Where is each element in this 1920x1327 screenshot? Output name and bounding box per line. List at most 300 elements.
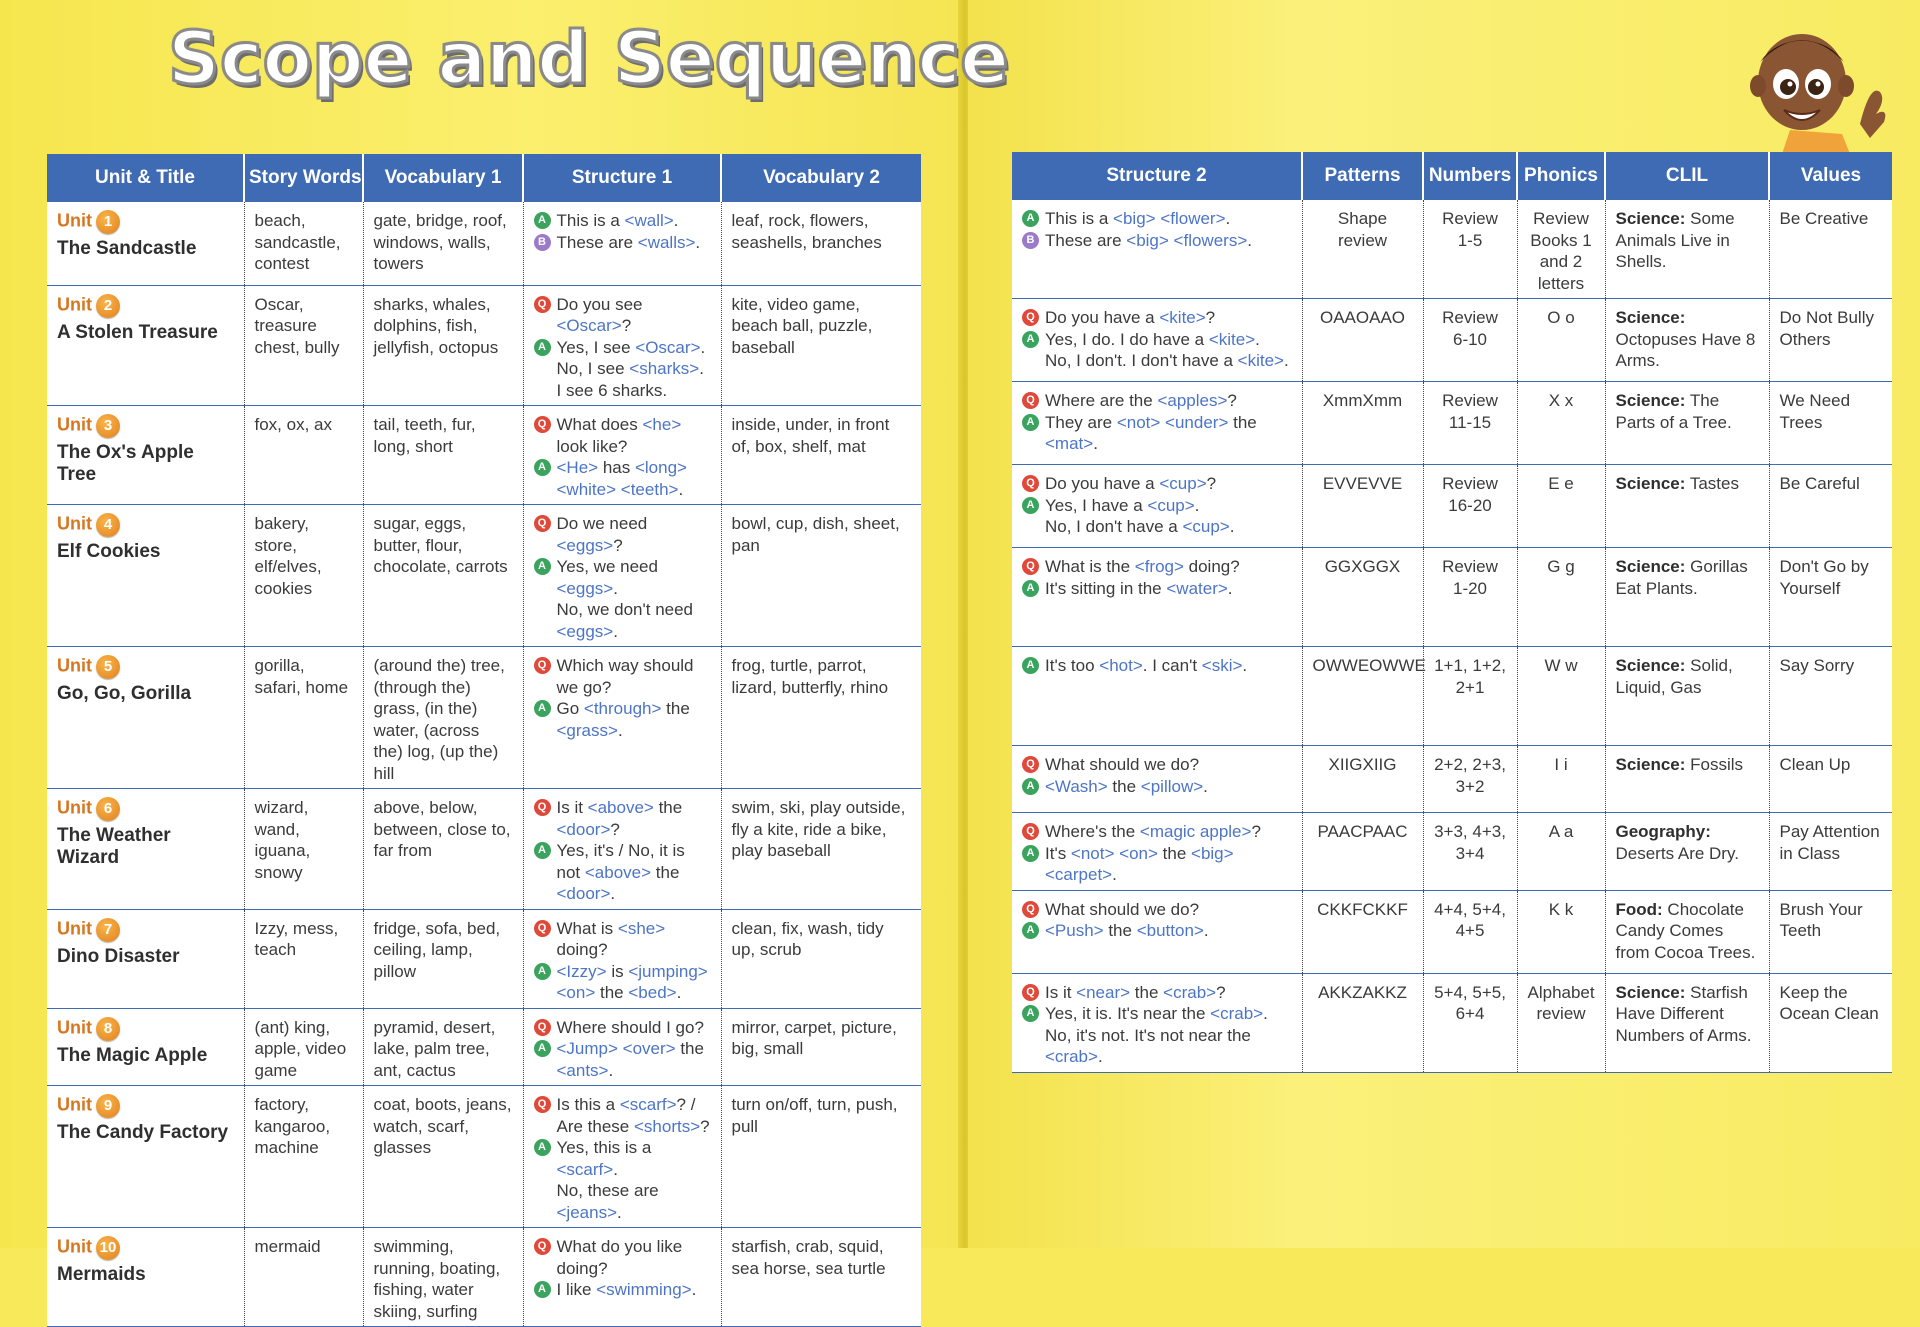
vocabulary-1-cell: above, below, between, close to, far from (363, 789, 523, 910)
target-word: <under> (1165, 412, 1229, 432)
unit-row (1012, 890, 1892, 973)
target-word: <not> (1070, 843, 1115, 863)
structure-text (1045, 329, 1292, 351)
target-word: <Wash> (1045, 776, 1108, 796)
unit-label: Unit (57, 293, 92, 314)
structure-fragment: the (595, 983, 629, 1002)
structure-text (557, 840, 711, 905)
answer-marker-icon: A (534, 1139, 551, 1156)
target-word: <he> (642, 415, 682, 434)
vocabulary-1-cell: sugar, eggs, butter, flour, chocolate, carrots (363, 505, 523, 647)
structure-fragment: Yes, it is. It's near the (1045, 1004, 1211, 1023)
structure-fragment: . (691, 1280, 697, 1299)
unit-name: Dino Disaster (57, 945, 180, 967)
unit-row (1012, 200, 1892, 299)
structure-fragment: . I see 6 sharks. (556, 359, 704, 400)
question-marker-icon: Q (534, 416, 551, 433)
unit-row (47, 1008, 921, 1086)
question-marker-icon: Q (534, 296, 551, 313)
values-cell: Pay Attention in Class (1769, 813, 1892, 891)
structure-line (1022, 655, 1292, 677)
unit-label: Unit (57, 1094, 92, 1115)
target-word: <frog> (1134, 557, 1184, 576)
structure-text (1045, 821, 1292, 843)
structure-text (1045, 208, 1292, 230)
structure-1-cell (523, 202, 721, 285)
target-word: <above> (587, 798, 654, 817)
structure-fragment: Is this a (556, 1095, 620, 1114)
structure-fragment: the (651, 862, 680, 882)
unit-number-badge: 1 (96, 210, 120, 234)
structure-line (1022, 821, 1292, 843)
numbers-cell: 1+1, 1+2, 2+1 (1423, 647, 1517, 746)
phonics-cell: I i (1517, 746, 1605, 813)
values-cell: Don't Go by Yourself (1769, 548, 1892, 647)
values-cell: Keep the Ocean Clean (1769, 973, 1892, 1072)
phonics-cell: E e (1517, 465, 1605, 548)
target-word: <eggs> (556, 621, 614, 641)
unit-row (1012, 382, 1892, 465)
target-word: <ants> (556, 1060, 609, 1080)
patterns-cell: GGXGGX (1302, 548, 1423, 647)
b-marker-icon: B (534, 234, 551, 251)
unit-cell (47, 909, 244, 1008)
structure-line (534, 1236, 711, 1279)
unit-row (47, 647, 921, 789)
structure-line (1022, 208, 1292, 230)
structure-fragment: . (678, 479, 684, 499)
structure-line (1022, 920, 1292, 942)
values-cell: Say Sorry (1769, 647, 1892, 746)
target-word: <big> (1191, 843, 1234, 863)
structure-line (1022, 899, 1292, 921)
target-word: <not> (1116, 412, 1161, 432)
structure-fragment: These are (556, 232, 638, 252)
story-words-cell: gorilla, safari, home (244, 647, 363, 789)
answer-marker-icon: A (534, 1281, 551, 1298)
structure-fragment: ? (1206, 474, 1217, 493)
structure-fragment: the (675, 1039, 704, 1058)
unit-number-badge: 5 (96, 655, 120, 679)
unit-label: Unit (57, 1016, 92, 1037)
structure-1-cell (523, 647, 721, 789)
structure-fragment: look like? (556, 436, 628, 456)
vocabulary-2-cell: turn on/off, turn, push, pull (721, 1086, 921, 1228)
clil-subject: Science: (1615, 209, 1686, 228)
structure-2-cell (1012, 465, 1302, 548)
story-words-cell: fox, ox, ax (244, 406, 363, 505)
structure-1-cell (523, 1228, 721, 1327)
structure-line (534, 918, 711, 961)
structure-fragment: What do you like doing? (556, 1237, 683, 1278)
structure-line (534, 414, 711, 457)
unit-row (1012, 746, 1892, 813)
target-word: <wall> (624, 211, 674, 230)
unit-name: Mermaids (57, 1264, 146, 1285)
structure-line (534, 513, 711, 556)
structure-line (534, 556, 711, 599)
answer-marker-icon: A (1022, 922, 1039, 939)
patterns-cell: PAACPAAC (1302, 813, 1423, 891)
column-header-structure-2: Structure 2 (1012, 152, 1302, 200)
unit-name: The Ox's Apple Tree (57, 442, 194, 485)
structure-fragment: ? / Are these (556, 1095, 696, 1136)
phonics-cell: Review Books 1 and 2 letters (1517, 200, 1605, 299)
structure-line (534, 961, 711, 1004)
question-marker-icon: Q (534, 657, 551, 674)
unit-number-badge: 10 (96, 1236, 120, 1260)
structure-fragment: the (1130, 982, 1164, 1002)
clil-topic: Octopuses Have 8 Arms. (1615, 329, 1756, 370)
structure-fragment: They are (1045, 412, 1117, 432)
story-words-cell: (ant) king, apple, video game (244, 1008, 363, 1086)
marker-spacer (534, 360, 551, 377)
structure-fragment: . (613, 1159, 618, 1179)
structure-fragment: has (598, 458, 635, 477)
structure-line (534, 337, 711, 359)
patterns-cell: Shape review (1302, 200, 1423, 299)
clil-subject: Science: (1615, 755, 1686, 774)
numbers-cell: Review 6-10 (1423, 299, 1517, 382)
answer-marker-icon: A (534, 339, 551, 356)
target-word: <hot> (1099, 656, 1143, 675)
question-marker-icon: Q (1022, 392, 1039, 409)
answer-marker-icon: A (1022, 778, 1039, 795)
numbers-cell: 3+3, 4+3, 3+4 (1423, 813, 1517, 891)
values-cell: Brush Your Teeth (1769, 890, 1892, 973)
target-word: <above> (584, 862, 652, 882)
target-word: <on> (556, 983, 596, 1002)
structure-line (534, 655, 711, 698)
scope-table-right (1012, 152, 1892, 1073)
vocabulary-1-cell: swimming, running, boating, fishing, water skiing, surfing (363, 1228, 523, 1327)
answer-marker-icon: A (1022, 414, 1039, 431)
answer-marker-icon: A (534, 558, 551, 575)
structure-fragment: Go (556, 699, 584, 718)
structure-fragment: . (1112, 865, 1117, 884)
structure-fragment: Is it (556, 798, 588, 817)
marker-spacer (1022, 352, 1039, 369)
page-title: Scope and Sequence (168, 16, 1009, 100)
structure-fragment: . (1263, 1004, 1268, 1023)
question-marker-icon: Q (534, 920, 551, 937)
structure-text (557, 698, 711, 741)
unit-cell (47, 789, 244, 910)
unit-label: Unit (57, 1236, 92, 1257)
structure-fragment: ? (1216, 982, 1226, 1002)
patterns-cell: EVVEVVE (1302, 465, 1423, 548)
structure-text (557, 918, 711, 961)
column-header-vocabulary-1: Vocabulary 1 (363, 154, 523, 202)
structure-1-cell (523, 789, 721, 910)
structure-line (534, 1094, 711, 1137)
structure-fragment: Where's the (1045, 822, 1140, 841)
target-word: <she> (617, 918, 666, 938)
vocabulary-2-cell: mirror, carpet, picture, big, small (721, 1008, 921, 1086)
structure-line (1022, 412, 1292, 455)
structure-text (1045, 230, 1292, 252)
vocabulary-2-cell: starfish, crab, squid, sea horse, sea turtle (721, 1228, 921, 1327)
marker-spacer (1022, 1027, 1039, 1044)
structure-fragment: ? (621, 316, 632, 335)
target-word: <white> (556, 479, 617, 499)
clil-topic: Fossils (1685, 755, 1744, 774)
story-words-cell: wizard, wand, iguana, snowy (244, 789, 363, 910)
target-word: <magic apple> (1139, 822, 1252, 841)
vocabulary-1-cell: pyramid, desert, lake, palm tree, ant, cactus (363, 1008, 523, 1086)
structure-1-cell (523, 285, 721, 406)
structure-2-cell (1012, 647, 1302, 746)
target-word: <crab> (1210, 1004, 1264, 1023)
unit-cell (47, 406, 244, 505)
clil-cell (1605, 382, 1769, 465)
target-word: <water> (1166, 578, 1228, 598)
structure-fragment: Do you see (556, 294, 643, 314)
structure-fragment: . (1194, 495, 1200, 515)
unit-name: Elf Cookies (57, 541, 161, 562)
unit-cell (47, 505, 244, 647)
structure-fragment: . (676, 983, 682, 1002)
column-header-values: Values (1769, 152, 1892, 200)
target-word: <on> (1119, 843, 1158, 863)
structure-text (1045, 843, 1292, 886)
answer-marker-icon: A (534, 212, 551, 229)
structure-text (557, 1279, 711, 1301)
clil-subject: Science: (1615, 982, 1686, 1002)
target-word: <carpet> (1045, 865, 1113, 884)
target-word: <ski> (1201, 656, 1243, 675)
clil-topic: Starfish Have Different Numbers of Arms. (1615, 982, 1752, 1045)
structure-line (534, 232, 711, 254)
structure-fragment: . (1203, 776, 1208, 796)
structure-fragment: It's (1045, 843, 1071, 863)
structure-fragment: . (1203, 921, 1209, 940)
unit-label: Unit (57, 210, 92, 231)
unit-name: The Weather Wizard (57, 825, 171, 868)
structure-line (1022, 776, 1292, 798)
marker-spacer (534, 1182, 551, 1199)
question-marker-icon: Q (1022, 901, 1039, 918)
target-word: <Jump> (556, 1039, 618, 1058)
clil-subject: Science: (1615, 474, 1686, 493)
target-word: <Oscar> (556, 316, 622, 335)
structure-2-cell (1012, 382, 1302, 465)
structure-text (557, 1017, 711, 1039)
structure-text (557, 358, 711, 401)
structure-line (1022, 495, 1292, 517)
target-word: <scarf> (619, 1095, 677, 1114)
answer-marker-icon: A (1022, 580, 1039, 597)
vocabulary-1-cell: gate, bridge, roof, windows, walls, towers (363, 202, 523, 285)
patterns-cell: OWWEOWWE (1302, 647, 1423, 746)
target-word: <flowers> (1173, 230, 1248, 250)
structure-line (1022, 230, 1292, 252)
structure-fragment: Yes, it's / No, it is not (556, 841, 685, 882)
clil-cell (1605, 548, 1769, 647)
structure-text (557, 1236, 711, 1279)
structure-fragment: Do we need (556, 514, 648, 533)
clil-subject: Science: (1615, 391, 1686, 410)
phonics-cell: Alphabet review (1517, 973, 1605, 1072)
structure-text (1045, 655, 1292, 677)
phonics-cell: G g (1517, 548, 1605, 647)
question-marker-icon: Q (1022, 558, 1039, 575)
structure-fragment: Yes, I have a (1045, 495, 1148, 515)
target-word: <swimming> (596, 1280, 692, 1299)
vocabulary-1-cell: fridge, sofa, bed, ceiling, lamp, pillow (363, 909, 523, 1008)
structure-2-cell (1012, 299, 1302, 382)
vocabulary-2-cell: swim, ski, play outside, fly a kite, ride a bike, play baseball (721, 789, 921, 910)
target-word: <crab> (1045, 1047, 1098, 1066)
unit-cell (47, 202, 244, 285)
structure-fragment: . (1247, 230, 1252, 250)
structure-fragment: is (606, 961, 629, 981)
structure-fragment: . (1255, 329, 1260, 349)
target-word: <teeth> (620, 479, 679, 499)
unit-row (47, 202, 921, 285)
unit-number-badge: 7 (96, 918, 120, 942)
clil-cell (1605, 465, 1769, 548)
structure-text (557, 655, 711, 698)
structure-2-cell (1012, 200, 1302, 299)
vocabulary-2-cell: bowl, cup, dish, sheet, pan (721, 505, 921, 647)
structure-2-cell (1012, 548, 1302, 647)
numbers-cell: Review 1-20 (1423, 548, 1517, 647)
structure-fragment: Do you have a (1045, 308, 1160, 327)
answer-marker-icon: A (534, 963, 551, 980)
clil-topic: Gorillas Eat Plants. (1615, 557, 1748, 598)
target-word: <pillow> (1140, 776, 1204, 796)
structure-text (1045, 516, 1292, 538)
story-words-cell: Oscar, treasure chest, bully (244, 285, 363, 406)
marker-spacer (534, 601, 551, 618)
structure-fragment: What does (556, 415, 643, 434)
story-words-cell: mermaid (244, 1228, 363, 1327)
clil-topic: Deserts Are Dry. (1615, 843, 1739, 863)
story-words-cell: factory, kangaroo, machine (244, 1086, 363, 1228)
structure-fragment: . (610, 884, 616, 903)
vocabulary-1-cell: tail, teeth, fur, long, short (363, 406, 523, 505)
target-word: <eggs> (556, 578, 614, 598)
unit-number-badge: 6 (96, 797, 120, 821)
column-header-patterns: Patterns (1302, 152, 1423, 200)
structure-text (1045, 776, 1292, 798)
structure-fragment: the (653, 798, 683, 817)
unit-name: Go, Go, Gorilla (57, 683, 192, 704)
structure-1-cell (523, 909, 721, 1008)
unit-row (1012, 465, 1892, 548)
structure-text (557, 513, 711, 556)
unit-row (47, 505, 921, 647)
structure-line (1022, 1025, 1292, 1068)
answer-marker-icon: A (1022, 657, 1039, 674)
unit-row (1012, 548, 1892, 647)
structure-fragment: . (617, 1202, 622, 1222)
structure-fragment: . (700, 337, 706, 357)
structure-line (1022, 578, 1292, 600)
structure-text (557, 961, 711, 1004)
structure-fragment: . (1229, 517, 1235, 536)
unit-label: Unit (57, 917, 92, 938)
structure-2-cell (1012, 973, 1302, 1072)
numbers-cell: Review 16-20 (1423, 465, 1517, 548)
structure-line (1022, 982, 1292, 1004)
structure-line (1022, 556, 1292, 578)
unit-label: Unit (57, 513, 92, 534)
structure-fragment: . (608, 1060, 614, 1080)
patterns-cell: XmmXmm (1302, 382, 1423, 465)
structure-line (1022, 516, 1292, 538)
structure-fragment: These are (1045, 230, 1127, 250)
clil-cell (1605, 647, 1769, 746)
clil-subject: Science: (1615, 308, 1686, 327)
numbers-cell: 5+4, 5+5, 6+4 (1423, 973, 1517, 1072)
question-marker-icon: Q (1022, 756, 1039, 773)
answer-marker-icon: A (1022, 497, 1039, 514)
target-word: <jeans> (556, 1202, 617, 1222)
structure-line (534, 457, 711, 500)
target-word: <long> (634, 458, 687, 477)
structure-text (1045, 412, 1292, 455)
right-header-row (1012, 152, 1892, 200)
clil-cell (1605, 299, 1769, 382)
target-word: <grass> (556, 720, 618, 740)
structure-fragment: Do you have a (1045, 474, 1160, 493)
structure-text (1045, 982, 1292, 1004)
structure-fragment: Yes, this is a (556, 1138, 652, 1157)
clil-cell (1605, 813, 1769, 891)
unit-label: Unit (57, 655, 92, 676)
clil-cell (1605, 200, 1769, 299)
structure-fragment: the (661, 699, 690, 718)
target-word: <Izzy> (556, 961, 607, 981)
structure-text (557, 414, 711, 457)
structure-text (1045, 578, 1292, 600)
structure-fragment: ? (610, 819, 620, 839)
question-marker-icon: Q (534, 1238, 551, 1255)
unit-cell (47, 1086, 244, 1228)
structure-line (534, 599, 711, 642)
numbers-cell: Review 1-5 (1423, 200, 1517, 299)
structure-fragment: Yes, we need (556, 557, 658, 576)
clil-cell (1605, 746, 1769, 813)
column-header-unit-title: Unit & Title (47, 154, 244, 202)
vocabulary-1-cell: (around the) tree, (through the) grass, (in the) water, (across the) log, (up the) hill (363, 647, 523, 789)
clil-topic: Chocolate Candy Comes from Cocoa Trees. (1615, 899, 1756, 962)
patterns-cell: OAAOAAO (1302, 299, 1423, 382)
unit-name: The Magic Apple (57, 1044, 208, 1066)
target-word: <big> (1113, 209, 1156, 228)
clil-subject: Science: (1615, 656, 1686, 675)
values-cell: Do Not Bully Others (1769, 299, 1892, 382)
target-word: <cup> (1159, 474, 1207, 493)
clil-subject: Geography: (1615, 822, 1711, 841)
question-marker-icon: Q (1022, 823, 1039, 840)
target-word: <near> (1076, 982, 1131, 1002)
scope-table-left (47, 154, 921, 1327)
structure-text (1045, 390, 1292, 412)
unit-number-badge: 9 (96, 1094, 120, 1118)
structure-line (1022, 307, 1292, 329)
target-word: <big> (1126, 230, 1169, 250)
vocabulary-1-cell: sharks, whales, dolphins, fish, jellyfish, octopus (363, 285, 523, 406)
unit-cell (47, 647, 244, 789)
column-header-structure-1: Structure 1 (523, 154, 721, 202)
unit-cell (47, 285, 244, 406)
structure-line (534, 840, 711, 905)
structure-fragment: . (617, 720, 623, 740)
unit-number-badge: 4 (96, 513, 120, 537)
